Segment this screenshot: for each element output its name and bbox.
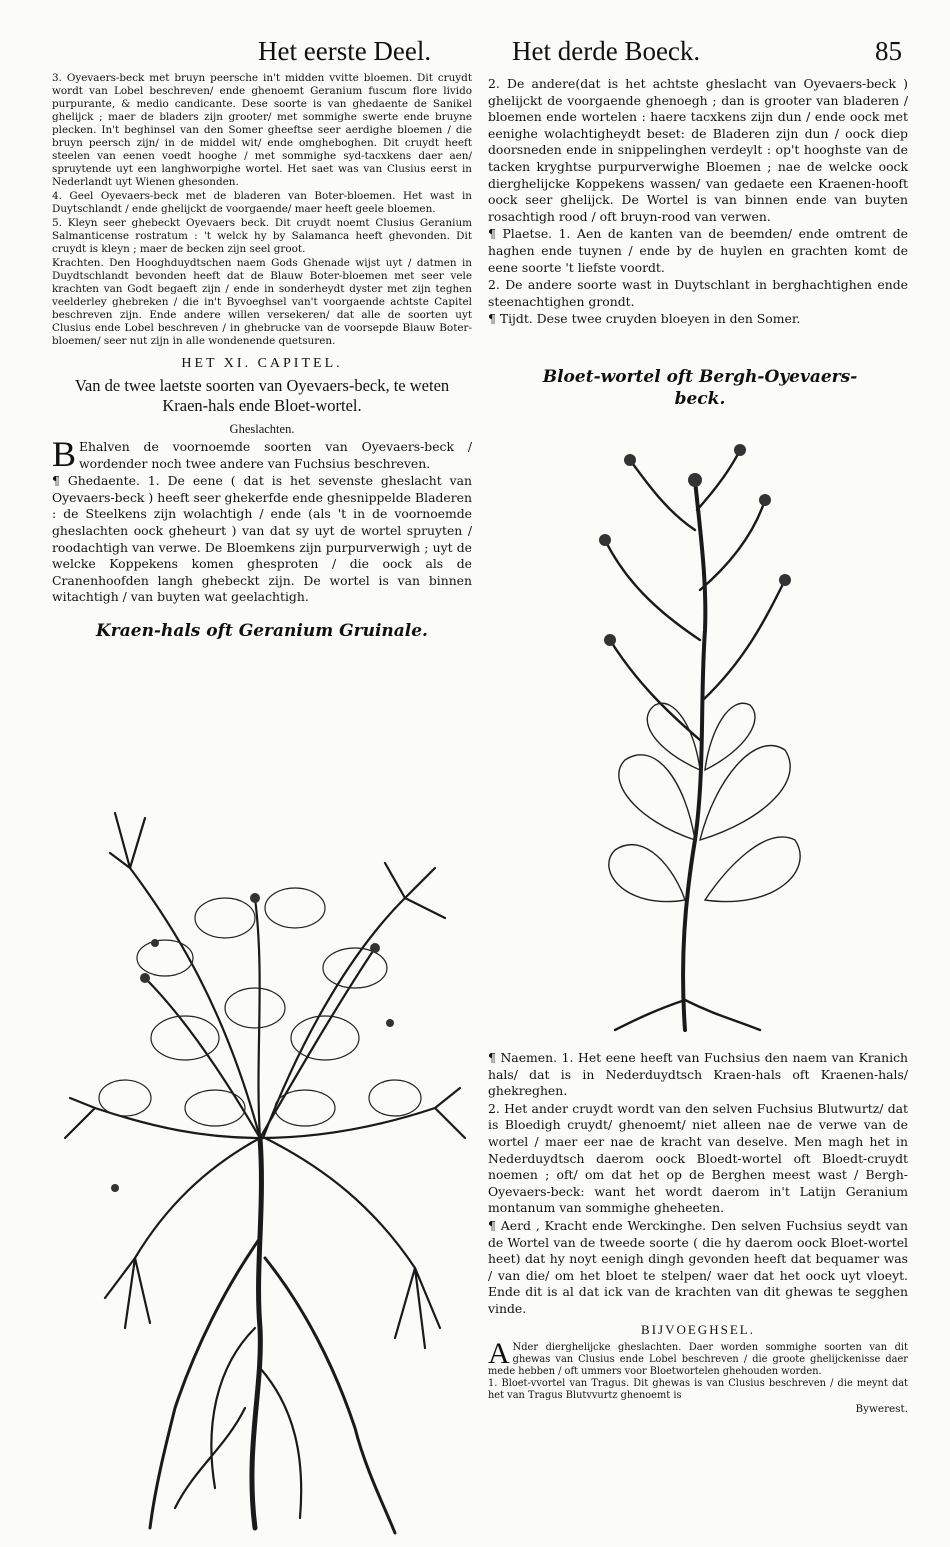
paragraph-krachten: Krachten. Den Hooghduydtschen naem Gods Ghenade wijst uyt / datmen in Duydtschlandt bevonden heeft dat de Blauw Boter-bloemen met seer vele krachten van Godt begaeft zijn / ende in sonderheydt dyster met zijn teghen veelderley ghebreken / die in't Byvoeghsel van't voorgaende achtste Capitel beschreven zijn. Ende andere willen versekeren/ dat alle de soorten uyt Clusius ende Lobel beschreven / in ghebrucke van de voorsepde Blauw Boter-bloemen/ seer nut zijn in alle wondenende quetsuren. — [52, 257, 472, 347]
catchword: Bywerest. — [855, 1402, 908, 1415]
paragraph-naemen-1: ¶ Naemen. 1. Het eene heeft van Fuchsius den naem van Kranich hals/ dat is in Nederduydtsch Kraen-hals oft Kraenen-hals/ ghekreghen. — [488, 1050, 908, 1099]
paragraph-plaetse-2: 2. De andere soorte wast in Duytschlant in berghachtighen ende steenachtighen grondt. — [488, 277, 908, 309]
section-heading-bijvoeghsel: BIJVOEGHSEL. — [641, 1321, 755, 1337]
caption-bloet-wortel: Bloet-wortel oft Bergh-Oyevaers-beck. — [542, 367, 858, 409]
drop-cap-a: A — [488, 1336, 510, 1370]
right-column-bottom — [488, 1050, 908, 1415]
bijvoeghsel-item-1: 1. Bloet-vvortel van Tragus. Dit ghewas is van Clusius beschreven / die meynt dat het van Tragus Blutvvurtz ghenoemt is — [488, 1378, 908, 1402]
gheslachten-text — [52, 434, 472, 606]
bijvoeghsel-text — [488, 1336, 908, 1403]
bijvoeghsel-body: Nder dierghelijcke gheslachten. Daer worden sommighe soorten van dit ghewas van Clusius ende Lobel beschreven / die groote ghelijckenisse daer mede hebben / oft ummers voor Bloetwortelen ghehouden worden. — [488, 1341, 908, 1377]
gheslachten-body: Ehalven de voornoemde soorten van Oyevaers-beck / wordender noch twee andere van Fuchsius beschreven. — [79, 439, 472, 471]
caption-kraen-hals: Kraen-hals oft Geranium Gruinale. — [96, 620, 428, 641]
chapter-title: Van de twee laetste soorten van Oyevaers-beck, te weten Kraen-hals ende Bloet-wortel. — [74, 376, 450, 415]
running-head-left: Het eerste Deel. — [258, 36, 432, 66]
plant-illustration-kraen-hals — [55, 808, 475, 1538]
page-number: 85 — [875, 36, 902, 66]
left-top-text — [52, 72, 472, 348]
paragraph-species-3: 3. Oyevaers-beck met bruyn peersche in't midden vvitte bloemen. Dit cruydt wordt van Lobel beschreven/ ende ghenoemt Geranium fuscum flore livido purpurante, & medio candicante. Dese soorte is van ghedaente de Sanikel ghelijck ; maer de bladers zijn grooter/ met sommighe swerte ende bruyne plecken. In't beghinsel van den Somer gheeftse seer aerdighe bloemen / die bruyn peersch zijn/ in de middel wit/ ende omgheboghen. Dit cruydt heeft steelen van eenen voedt hooghe / met sommighe syd-tacxkens daer aen/ spruytende uyt een langhworpighe wortel. Het saet was van Clusius eerst in Nederlandt uyt Wienen ghesonden. — [52, 72, 472, 188]
right-column-top — [488, 76, 908, 329]
paragraph-naemen-2: 2. Het ander cruydt wordt van den selven Fuchsius Blutwurtz/ dat is Bloedigh cruydt/ ghenoemt/ niet alleen nae de verwe van de wortel / maer eer nae de kracht van deselve. Men magh het in Nederduydtsch daerom oock Bloedt-wortel oft Bloedt-cruydt noemen ; oft/ om dat het op de Berghen meest wast / Bergh-Oyevaers-beck: want het wordt daerom in't Latijn Geranium montanum van sommighe gheheeten. — [488, 1100, 908, 1216]
paragraph-plaetse: ¶ Plaetse. 1. Aen de kanten van de beemden/ ende omtrent de haghen ende tuynen / ende by de huylen en grachten komt de eene soorte 't liefste voordt. — [488, 226, 908, 275]
naemen-text — [488, 1050, 908, 1318]
paragraph-species-4: 4. Geel Oyevaers-beck met de bladeren van Boter-bloemen. Het wast in Duytschlandt / ende ghelijckt de voorgaende/ maer heeft geele bloemen. — [52, 190, 472, 215]
drop-cap-b: B — [52, 434, 77, 474]
left-column — [52, 72, 472, 642]
paragraph-species-8: 2. De andere(dat is het achtste gheslacht van Oyevaers-beck ) ghelijckt de voorgaende ghenoegh ; dan is grooter van bladeren / bloemen ende wortelen : haere tacxkens zijn dun / ende oock met eenighe wolachtigheydt beset: de Bladeren zijn dun / oock diep doorsneden ende in snippelinghen verdeylt : op't hooghste van de tacken kryghtse purpurverwighe Bloemen ; nae de welcke oock dierghelijcke Koppekens wassen/ van gedaete een Kraenen-hooft oock seer ghelijck. De Wortel is van binnen ende van buyten rosachtigh rood / oft bruyn-rood van verwen. — [488, 76, 908, 224]
right-top-text — [488, 76, 908, 328]
plant-illustration-bloet-wortel — [535, 440, 875, 1040]
section-heading-gheslachten: Gheslachten. — [229, 422, 295, 436]
paragraph-ghedaente: ¶ Ghedaente. 1. De eene ( dat is het sevenste gheslacht van Oyevaers-beck ) heeft seer ghekerfde ende ghesnippelde Bladeren : de Steelkens zijn wolachtigh / ende (als 't in de voornoemde gheslachten oock gheheurt ) van dat sy uyt de wortel spruyten / roodachtigh van verwe. De Bloemkens zijn purpurverwigh ; uyt de welcke Koppekens komen ghesproten / die oock als de Cranenhoofden langh ghebeckt zijn. De wortel is van binnen witachtigh / van buyten wat geelachtigh. — [52, 473, 472, 605]
chapter-heading: HET XI. CAPITEL. — [181, 356, 343, 371]
paragraph-species-5: 5. Kleyn seer ghebeckt Oyevaers beck. Dit cruydt noemt Clusius Geranium Salmanticense rostratum : 't welck hy by Salamanca heeft ghevonden. Dit cruydt is kleyn ; maer de becken zijn seel groot. — [52, 217, 472, 255]
paragraph-tijdt: ¶ Tijdt. Dese twee cruyden bloeyen in den Somer. — [488, 311, 801, 327]
running-head-center: Het derde Boeck. — [512, 36, 701, 66]
paragraph-aerd-kracht: ¶ Aerd , Kracht ende Werckinghe. Den selven Fuchsius seydt van de Wortel van de tweede soorte ( die hy daerom oock Bloet-wortel heet) dat hy noyt eenigh dingh gevonden heeft dat bequamer was / van die/ om het bloet te stelpen/ waer dat het oock uyt vloeyt. Ende dit is al dat ick van de krachten van dit ghewas te segghen vinde. — [488, 1217, 908, 1316]
